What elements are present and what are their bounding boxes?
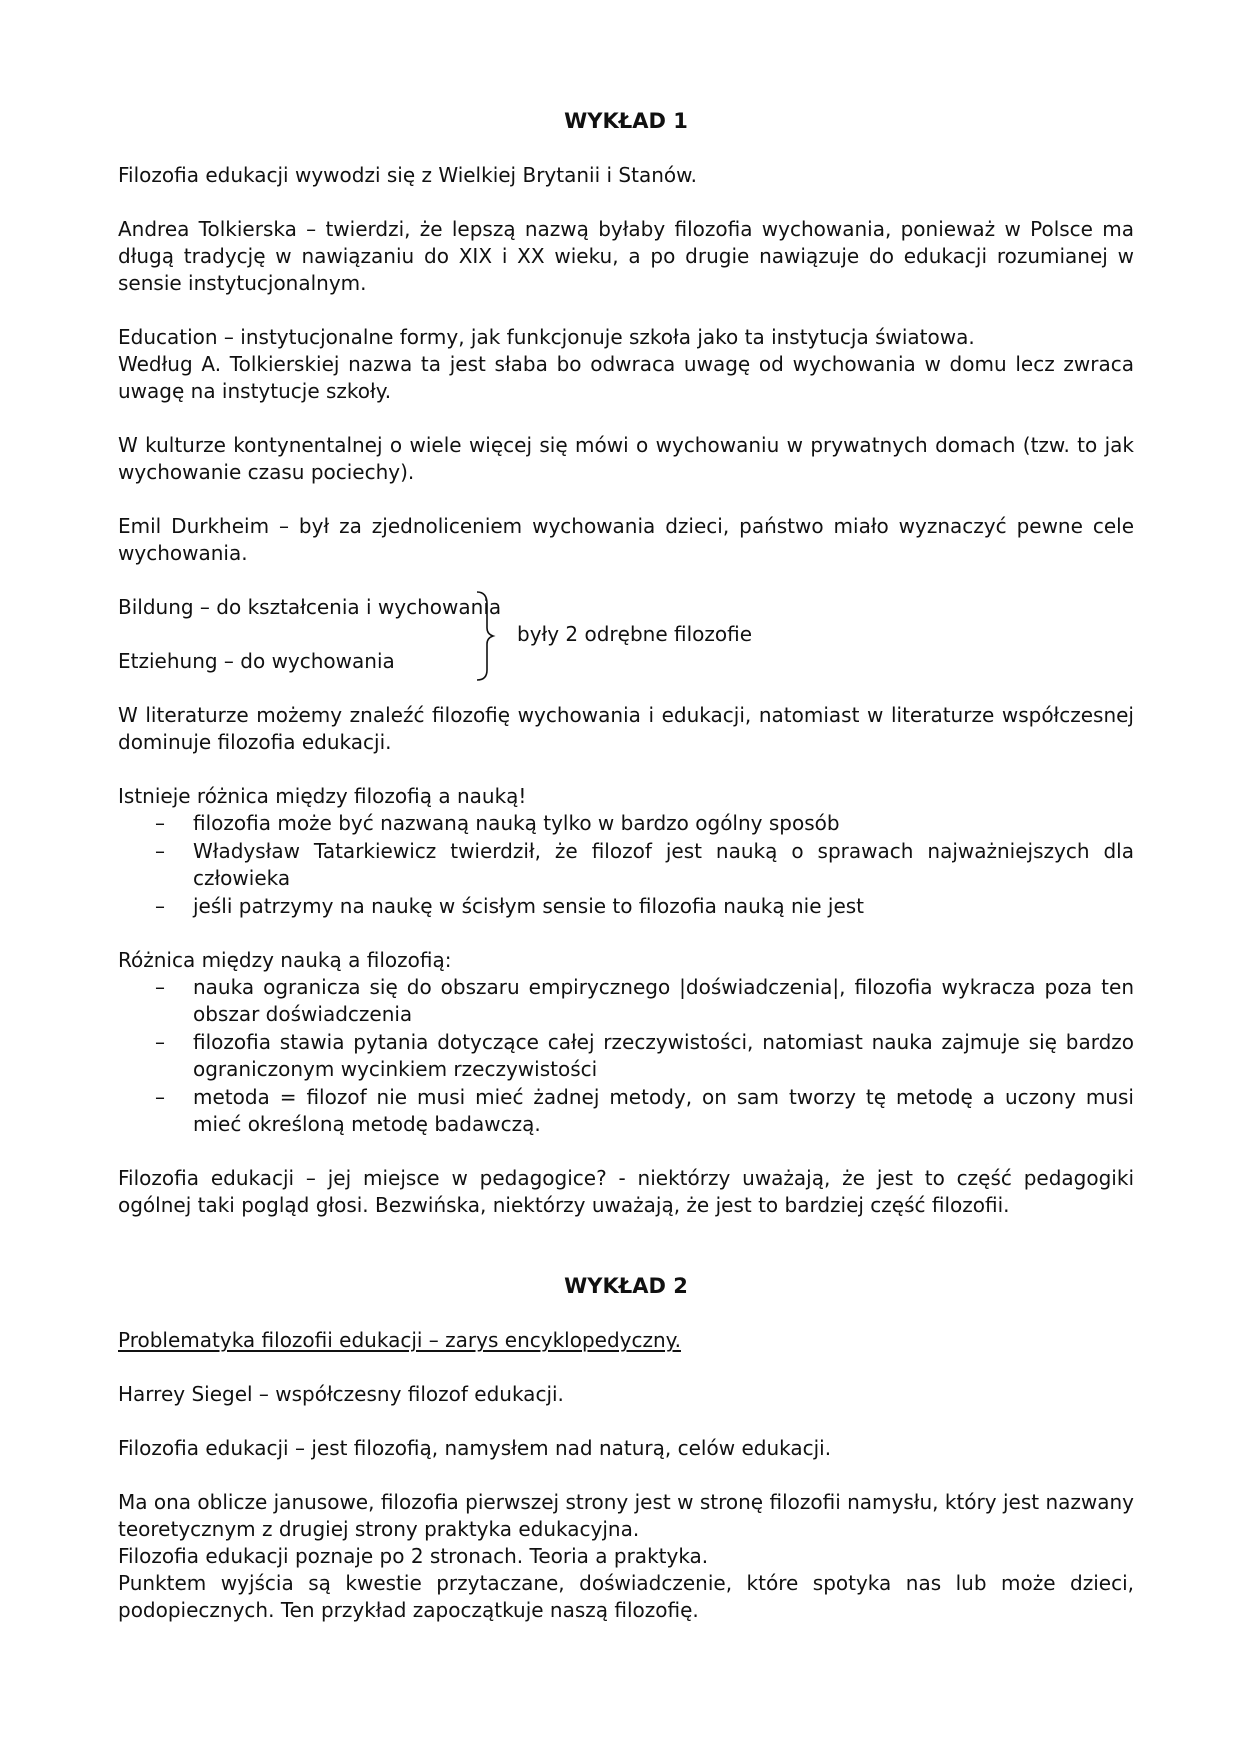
list-item: – metoda = filozof nie musi mieć żadnej metody, on sam tworzy tę metodę a uczony musi mieć określoną metodę badawczą. — [155, 1085, 1134, 1136]
paragraph: Według A. Tolkierskiej nazwa ta jest słaba bo odwraca uwagę od wychowania w domu lecz zwraca uwagę na instytucje szkoły. — [118, 352, 1134, 403]
section-subtitle: Problematyka filozofii edukacji – zarys encyklopedyczny. — [118, 1328, 681, 1352]
list-intro: Różnica między nauką a filozofią: — [118, 948, 452, 972]
brace-note: były 2 odrębne filozofie — [517, 622, 753, 646]
paragraph: W kulturze kontynentalnej o wiele więcej się mówi o wychowaniu w prywatnych domach (tzw. to jak wychowanie czasu pociechy). — [118, 433, 1134, 484]
paragraph: Emil Durkheim – był za zjednoliceniem wychowania dzieci, państwo miało wyznaczyć pewne cele wychowania. — [118, 514, 1134, 565]
paragraph: W literaturze możemy znaleźć filozofię wychowania i edukacji, natomiast w literaturze współczesnej dominuje filozofia edukacji. — [118, 703, 1134, 754]
bildung-etziehung-group — [118, 594, 1134, 675]
bildung-line: Bildung – do kształcenia i wychowania — [118, 595, 502, 619]
document-page — [118, 108, 1134, 1651]
list-item: – jeśli patrzymy na naukę w ścisłym sensie to filozofia nauką nie jest — [155, 894, 865, 918]
paragraph: Filozofia edukacji wywodzi się z Wielkiej Brytanii i Stanów. — [118, 163, 697, 187]
bullet-list — [118, 974, 1134, 1138]
lecture-1-title: WYKŁAD 1 — [564, 109, 688, 133]
etziehung-line: Etziehung – do wychowania — [118, 649, 395, 673]
paragraph: Filozofia edukacji – jest filozofią, namysłem nad naturą, celów edukacji. — [118, 1436, 832, 1460]
paragraph: Education – instytucjonalne formy, jak funkcjonuje szkoła jako ta instytucja światowa. — [118, 325, 975, 349]
bullet-list — [118, 810, 1134, 920]
lecture-2-title: WYKŁAD 2 — [564, 1274, 688, 1298]
paragraph: Andrea Tolkierska – twierdzi, że lepszą nazwą byłaby filozofia wychowania, ponieważ w Polsce ma długą tradycję w nawiązaniu do XIX i XX wieku, a po drugie nawiązuje do edukacji rozumianej w sensie instytucjonalnym. — [118, 217, 1134, 295]
list-item: – filozofia stawia pytania dotyczące całej rzeczywistości, natomiast nauka zajmuje się bardzo ograniczonym wycinkiem rzeczywistości — [155, 1030, 1134, 1081]
list-item: – nauka ogranicza się do obszaru empirycznego |doświadczenia|, filozofia wykracza poza ten obszar doświadczenia — [155, 975, 1134, 1026]
paragraph: Filozofia edukacji – jej miejsce w pedagogice? - niektórzy uważają, że jest to część pedagogiki ogólnej taki pogląd głosi. Bezwińska, niektórzy uważają, że jest to bardziej część filozofii. — [118, 1166, 1134, 1217]
list-intro: Istnieje różnica między filozofią a nauką! — [118, 784, 527, 808]
paragraph: Ma ona oblicze janusowe, filozofia pierwszej strony jest w stronę filozofii namysłu, który jest nazwany teoretycznym z drugiej strony praktyka edukacyjna. — [118, 1490, 1134, 1541]
paragraph: Punktem wyjścia są kwestie przytaczane, doświadczenie, które spotyka nas lub może dzieci, podopiecznych. Ten przykład zapoczątkuje naszą filozofię. — [118, 1571, 1134, 1622]
curly-brace-icon — [473, 590, 503, 682]
list-item: – Władysław Tatarkiewicz twierdził, że filozof jest nauką o sprawach najważniejszych dla człowieka — [155, 839, 1134, 890]
list-item: – filozofia może być nazwaną nauką tylko w bardzo ogólny sposób — [155, 811, 840, 835]
paragraph: Filozofia edukacji poznaje po 2 stronach. Teoria a praktyka. — [118, 1544, 709, 1568]
paragraph: Harrey Siegel – współczesny filozof edukacji. — [118, 1382, 564, 1406]
